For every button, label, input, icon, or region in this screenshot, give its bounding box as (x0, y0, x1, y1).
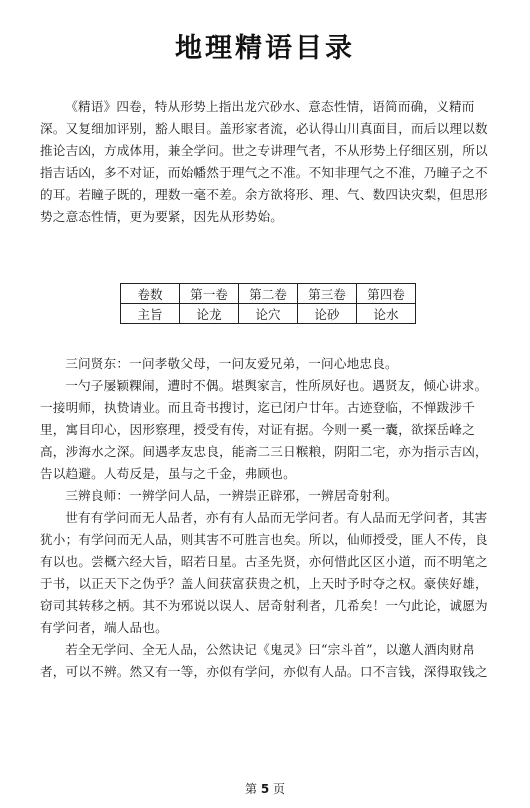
table-cell: 第三卷 (298, 284, 357, 304)
paragraph: 三问贤东：一问孝敬父母，一问友爱兄弟，一问心地忠良。 (65, 356, 398, 371)
paragraph: 世有有学问而无人品者，亦有有人品而无学问者。有人品而无学问者，其害犹小；有学问而无人品，则其害不可胜言也矣。所以，仙师授受，匪人不传，良有以也。尝概六经大旨，昭若日星。古圣先贤，亦何惜此区区小道，而不明笔之于书，以正天下之伪乎？盖人间获富获贵之机，上天时予时夺之权。豪侠好雄，窃司其转移之柄。其不为邪说以误人、居奇射利者，几希矣！一勺此论，诚愿为有学问者，端人品也。 (40, 510, 488, 635)
table-cell: 论水 (357, 304, 416, 324)
table-cell: 论穴 (239, 304, 298, 324)
table-cell: 论龙 (180, 304, 239, 324)
paragraph: 一勺子屡颖粿闹，遭时不偶。堪舆家言，性所夙好也。遇贤友，倾心讲求。一接明师，执贽请业。而且奇书搜讨，迄已闭户廿年。古迹登临，不惮跋涉千里，寓目印心，因形察理，授受有传，对证有据。今则一奚一囊，欲探岳峰之高，涉海水之深。间遇孝友忠良，能斋二三日糇粮，阴阳二宅，亦为指示吉凶，告以趋避。人苟反是，虽与之千金，弗顾也。 (40, 378, 488, 481)
intro-text: 《精语》四卷，特从形势上指出龙穴砂水、意态性情，语简而确，义精而深。又复细加评别，豁人眼目。盖形家者流，必认得山川真面目，而后以理以数推论吉凶，方成体用，兼全学问。世之专讲理气者，不从形势上仔细区别，所以指吉话凶，多不对证，而始幡然于理气之不准。不知非理气之不准，乃瞳子之不的耳。若瞳子既的，理数一毫不差。余方欲将形、理、气、数四诀灾梨，但思形势之意态性情，更为要紧，因先从形势始。 (40, 99, 488, 224)
page-footer (0, 780, 530, 797)
table-header-row (121, 284, 416, 304)
table-row (121, 304, 416, 324)
intro-paragraph (40, 96, 500, 228)
table-cell: 第四卷 (357, 284, 416, 304)
page-number: 5 (260, 782, 270, 796)
table-cell: 主旨 (121, 304, 180, 324)
page-title: 地理精语目录 (175, 33, 355, 64)
page-suffix: 页 (273, 782, 286, 796)
body-text (40, 353, 500, 683)
table-cell: 论砂 (298, 304, 357, 324)
volume-table (120, 283, 416, 324)
paragraph: 三辨良师：一辨学问人品，一辨崇正辟邪，一辨居奇射利。 (65, 488, 398, 503)
table-cell: 卷数 (121, 284, 180, 304)
table-cell: 第二卷 (239, 284, 298, 304)
page-prefix: 第 (244, 782, 257, 796)
table-cell: 第一卷 (180, 284, 239, 304)
paragraph: 若全无学问、全无人品，公然诀记《鬼灵》曰“宗斗首”，以邀人酒肉财帛者，可以不辨。然又有一等，亦似有学问，亦似有人品。口不言钱，深得取钱之 (40, 642, 488, 679)
